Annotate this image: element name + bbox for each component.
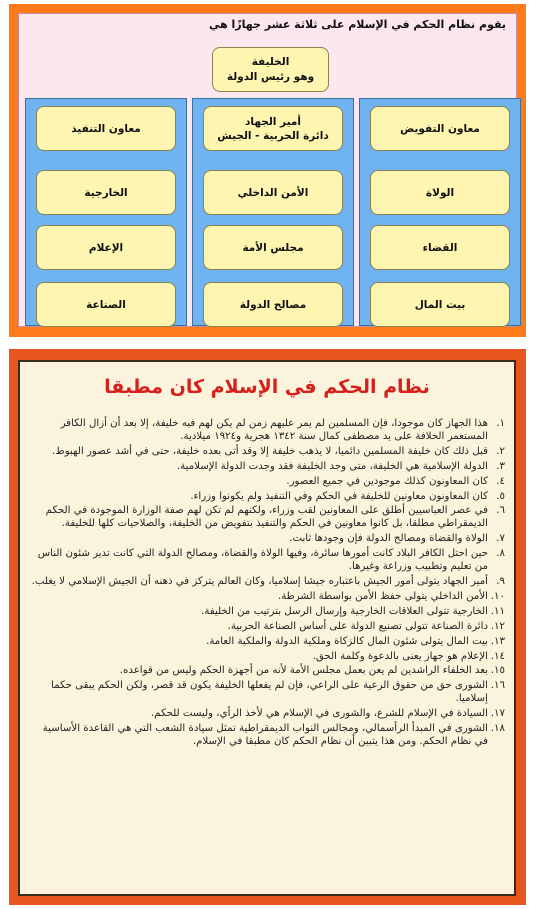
points-list [30,418,506,751]
point-number: ٣. [496,460,505,472]
box-label: الخارجية [84,186,128,199]
box-treasury [370,282,510,327]
point-text: قبل ذلك كان خليفة المسلمين دائميا، لا يذهب خليفة إلا وقد أتى بعده خليفة، حتى في أشد عصور الهبوط. [52,445,488,457]
box-label: الإعلام [88,241,124,254]
point-number: ٨. [496,548,505,560]
point-text: كان المعاونون كذلك موجودين في جميع العصور. [286,475,488,487]
point-item [30,605,505,619]
point-text: كان المعاونون معاونين للخليفة في الحكم وفي التنفيذ ولم يكونوا وزراء. [190,490,488,502]
point-item [30,418,505,444]
box-state-services [203,282,343,327]
column-right [359,98,521,326]
structure-inner [18,13,517,327]
box-internal-security [203,170,343,215]
box-foreign-affairs [36,170,176,215]
point-text: السيادة في الإسلام للشرع، والشورى في الإسلام هي لأخذ الرأي، وليست للحكم. [150,708,488,720]
box-media [36,225,176,270]
point-item [30,548,505,574]
box-delegated-assistant [370,106,510,151]
point-text: بعد الخلفاء الراشدين لم يعن بعمل مجلس الأمة لأنه من أجهزة الحكم وليس من قواعده. [119,665,488,677]
point-text: حين احتل الكافر البلاد كانت أمورها سائرة، وفيها الولاة والقضاة، ومصالح الدولة التي كانت تدير شئون الناس من تعليم وتطبيب وزراعة وغيرها. [37,548,488,573]
structure-panel [9,4,526,337]
point-number: ٧. [496,533,505,545]
point-item [30,665,505,678]
point-item [30,723,505,749]
point-item [30,460,505,474]
point-text: في عصر العباسيين أطلق على المعاونين لقب وزراء، ولكنهم لم تكن لهم صفة الوزارة الموجودة في الحكم الديمقراطي مطلقا، بل كانوا معاونين في الحكم والتنفيذ بتفويض من الخليفة، والصلاحيات كلها للخليفة. [45,505,488,530]
column-middle [192,98,354,326]
point-text: الدولة الإسلامية هي الخليفة، متى وجد الخليفة فقد وجدت الدولة الإسلامية. [176,460,488,472]
box-label: معاون التنفيذ [71,122,141,135]
summary-title: نظام الحكم في الإسلام كان مطبقا [104,376,430,398]
point-item [30,505,505,531]
box-label: مصالح الدولة [239,298,307,311]
point-item [30,575,505,589]
point-text: الخارجية تتولى العلاقات الخارجية وإرسال الرسل بترتيب من الخليفة. [201,605,488,617]
point-text: هذا الجهاز كان موجودا، فإن المسلمين لم يمر عليهم زمن لم يكن لهم فيه خليفة، إلا بعد أن أزال الكافر المستعمر الخلافة على يد مصطفى كمال سنة ١٣٤٢ هجرية و١٩٢٤ ميلادية. [60,418,488,442]
point-number: ٩. [496,575,505,587]
point-text: أمير الجهاد يتولى أمور الجيش باعتباره جيشا إسلاميا، وكان العالم يتركز في ذهنه أن الجيش الإسلامي لا يغلب. [31,575,488,587]
box-label: معاون التفويض [400,122,480,135]
point-number: ٦. [496,505,505,517]
box-label: بيت المال [414,298,466,311]
box-sublabel: دائرة الحربية - الجيش [217,129,329,142]
point-number: ١٧. [490,708,505,720]
point-item [30,708,505,721]
structure-title: يقوم نظام الحكم في الإسلام على ثلاثة عشر جهازًا هي [208,18,506,31]
point-number: ١٠. [490,590,505,602]
box-industry [36,282,176,327]
point-number: ١١. [490,605,505,617]
point-number: ٢. [496,445,505,457]
summary-panel [9,349,526,905]
point-number: ٤. [496,475,505,487]
point-number: ١٣. [490,635,505,647]
caliph-description: وهو رئيس الدولة [226,71,315,83]
point-text: الأمن الداخلي يتولى حفظ الأمن بواسطة الشرطة. [277,590,488,602]
box-ummah-council [203,225,343,270]
box-label: مجلس الأمة [242,241,304,254]
point-item [30,475,505,489]
box-governors [370,170,510,215]
point-item [30,680,505,706]
point-text: دائرة الصناعة تتولى تصنيع الدولة على أساس الصناعة الحربية. [227,620,488,632]
point-item [30,635,505,649]
point-text: الإعلام هو جهاز يعنى بالدعوة وكلمة الحق. [312,650,488,662]
point-item [30,533,505,546]
box-judiciary [370,225,510,270]
point-text: بيت المال يتولى شئون المال كالزكاة وملكية الدولة والملكية العامة. [206,635,488,647]
box-label: الأمن الداخلي [237,186,309,199]
column-left [25,98,187,326]
point-number: ١٢. [490,620,505,632]
caliph-box [212,47,329,92]
point-text: الولاة والقضاة ومصالح الدولة فإن وجودها ثابت. [289,533,488,545]
point-number: ١. [496,418,505,429]
point-number: ١٥. [490,665,505,677]
point-number: ١٤. [490,650,505,662]
box-label: الصناعة [86,298,126,311]
point-item [30,490,505,504]
box-label: أمير الجهاد [245,115,301,128]
point-number: ٥. [496,490,505,502]
caliph-label: الخليفة [251,56,290,68]
box-executive-assistant [36,106,176,151]
point-number: ١٨. [490,723,505,735]
point-item [30,590,505,604]
point-item [30,620,505,634]
point-text: الشورى حق من حقوق الرعية على الراعي، فإن لم يفعلها الخليفة يكون قد قصر، ولكن الحكم يبقى حكما إسلاميا. [50,680,488,705]
point-text: الشورى في المبدأ الرأسمالي، ومجالس النواب الديمقراطية تمثل سيادة الشعب التي هي القاعدة الأساسية في نظام الحكم. ومن هذا يتبين أن نظام الحكم كان مطبقا في الإسلام. [42,723,488,747]
point-item [30,650,505,664]
summary-inner [18,360,516,896]
box-label: القضاء [422,241,458,254]
box-jihad-emir [203,106,343,151]
point-item [30,445,505,459]
point-number: ١٦. [490,680,505,692]
box-label: الولاة [425,186,455,199]
